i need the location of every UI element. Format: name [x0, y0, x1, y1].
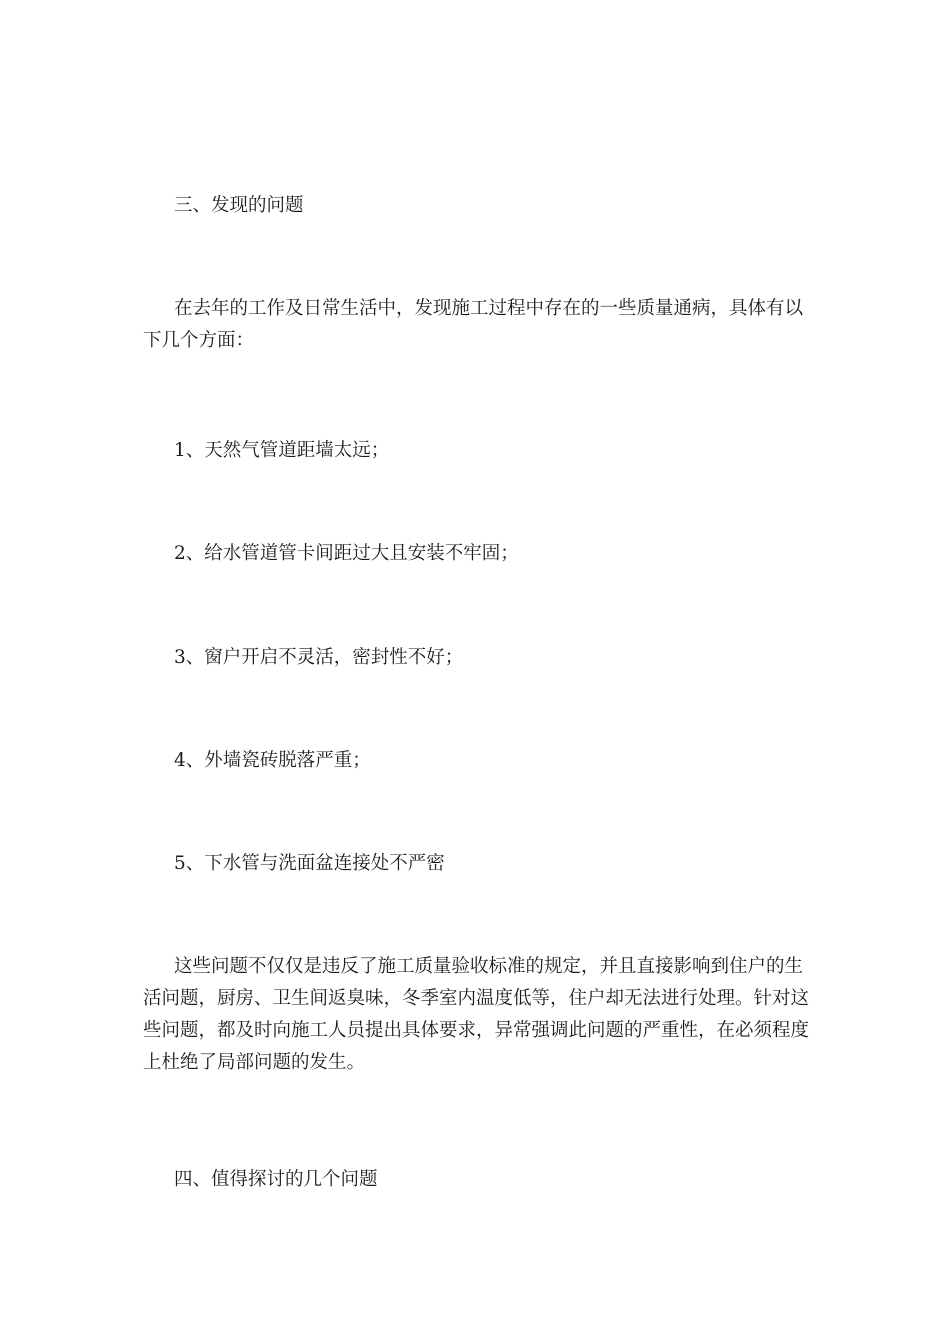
- issue-item-3: 3、窗户开启不灵活，密封性不好；: [174, 647, 464, 668]
- section-3-intro: 在去年的工作及日常生活中，发现施工过程中存在的一些质量通病，具体有以下几个方面：: [143, 298, 804, 351]
- issue-item-2: 2、给水管道管卡间距过大且安装不牢固；: [174, 543, 519, 564]
- issue-item-4: 4、外墙瓷砖脱落严重；: [174, 750, 371, 771]
- section-3-heading: 三、发现的问题: [174, 195, 304, 216]
- section-4-heading: 四、值得探讨的几个问题: [174, 1169, 378, 1190]
- issue-item-1: 1、天然气管道距墙太远；: [174, 440, 390, 461]
- section-3-summary: 这些问题不仅仅是违反了施工质量验收标准的规定，并且直接影响到住户的生活问题，厨房、卫生间返臭味，冬季室内温度低等，住户却无法进行处理。针对这些问题，都及时向施工人员提出具体要求，异常强调此问题的严重性，在必须程度上杜绝了局部问题的发生。: [143, 956, 810, 1073]
- issue-item-5: 5、下水管与洗面盆连接处不严密: [174, 853, 445, 874]
